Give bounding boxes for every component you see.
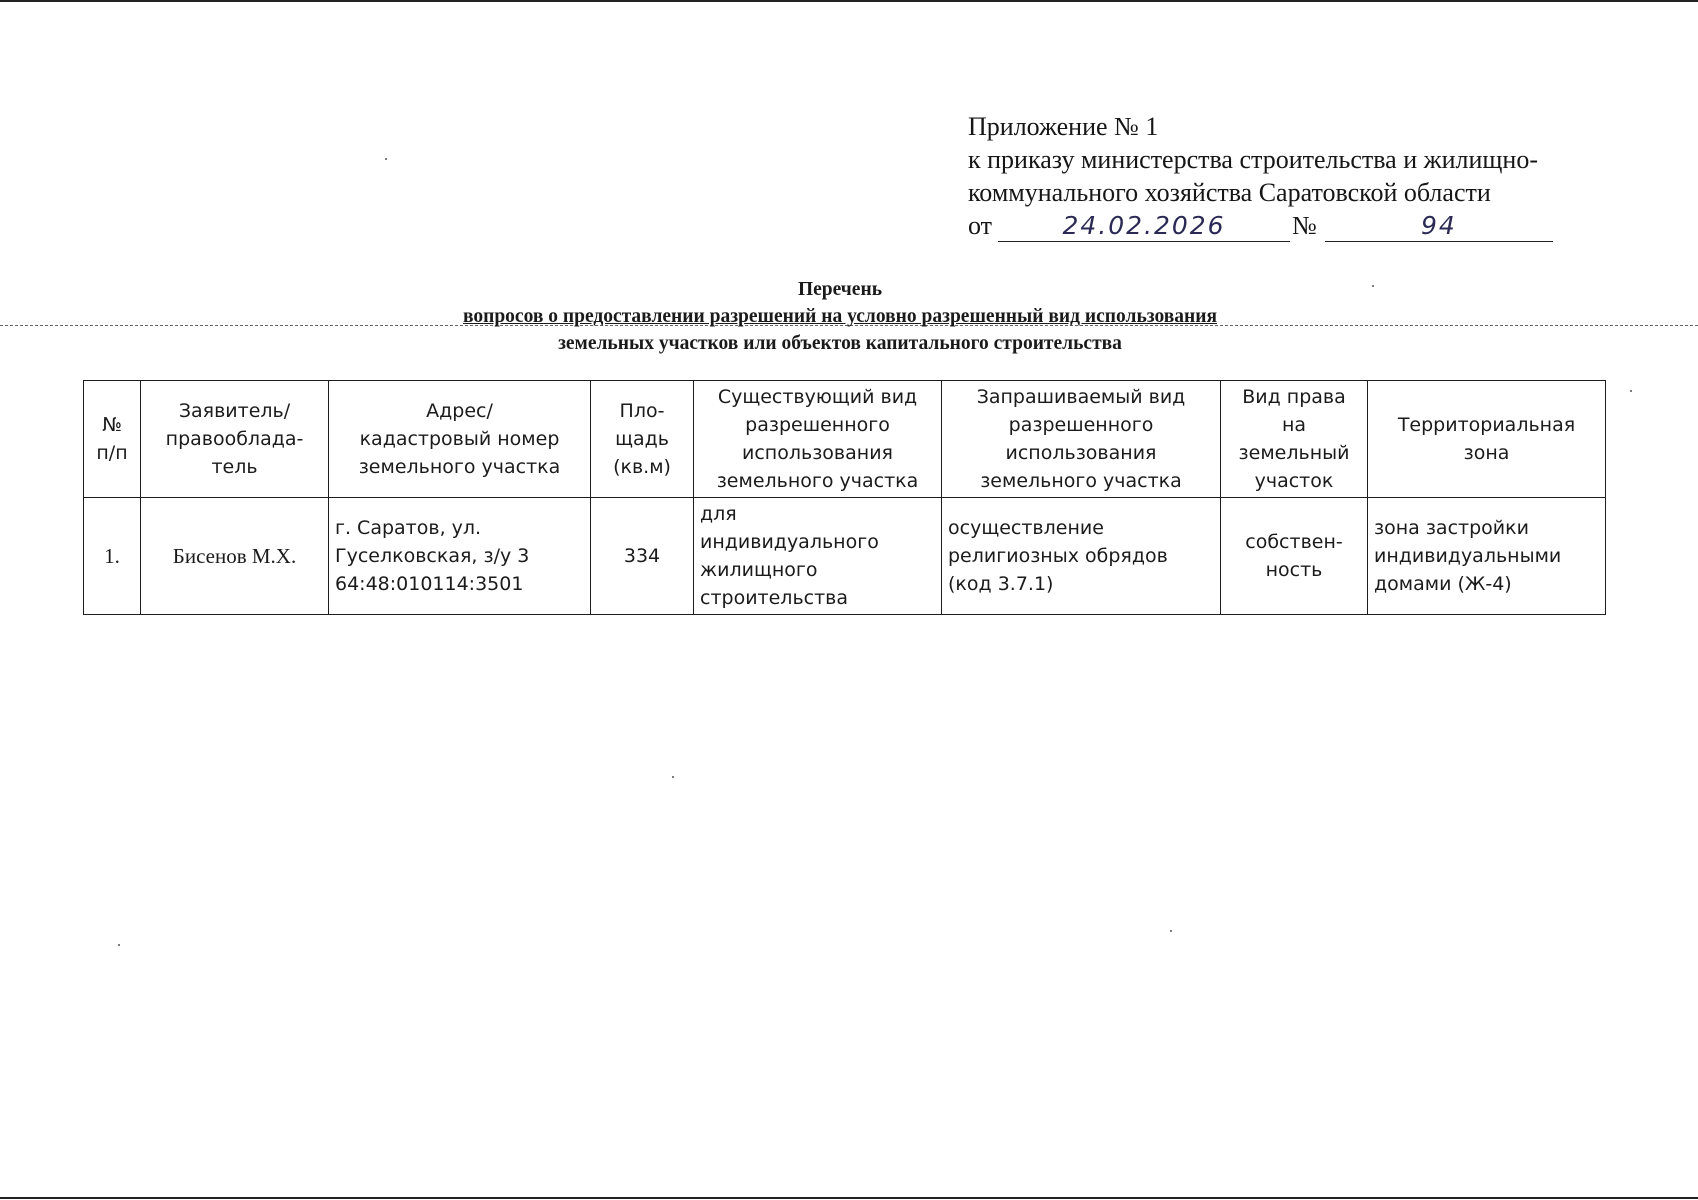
heading-line-1: Перечень — [797, 279, 883, 300]
date-field — [998, 213, 1290, 242]
cell-area: 334 — [591, 498, 694, 615]
number-label: № — [1292, 211, 1317, 240]
appendix-date-number-row — [968, 209, 1553, 242]
col-header-address: Адрес/ кадастровый номер земельного участка — [329, 381, 591, 498]
scan-speck — [1170, 930, 1172, 932]
cell-right-type: собствен- ность — [1221, 498, 1368, 615]
document-heading — [200, 276, 1480, 357]
heading-line-3: земельных участков или объектов капитального строительства — [558, 333, 1122, 354]
cell-zone: зона застройки индивидуальными домами (Ж-4) — [1368, 498, 1606, 615]
appendix-title: Приложение № 1 — [968, 112, 1159, 141]
scan-speck — [672, 776, 674, 778]
table-row — [84, 498, 1606, 615]
cell-number: 1. — [84, 498, 141, 615]
appendix-block — [968, 110, 1553, 242]
scan-edge-bottom — [0, 1197, 1698, 1199]
scan-speck — [118, 944, 120, 946]
number-field — [1325, 213, 1553, 242]
permits-table — [83, 380, 1606, 615]
scan-speck — [385, 158, 387, 160]
col-header-area: Пло- щадь (кв.м) — [591, 381, 694, 498]
date-prefix: от — [968, 211, 993, 240]
col-header-requested-use: Запрашиваемый вид разрешенного использования земельного участка — [942, 381, 1221, 498]
scan-edge-top — [0, 0, 1698, 2]
handwritten-date: 24.02.2026 — [1062, 211, 1226, 240]
table-header-row — [84, 381, 1606, 498]
col-header-existing-use: Существующий вид разрешенного использования земельного участка — [694, 381, 942, 498]
appendix-order-line-2: коммунального хозяйства Саратовской области — [968, 178, 1491, 207]
appendix-order-line-1: к приказу министерства строительства и жилищно- — [968, 145, 1538, 174]
cell-existing-use: для индивидуального жилищного строительства — [694, 498, 942, 615]
col-header-number: № п/п — [84, 381, 141, 498]
col-header-right-type: Вид права на земельный участок — [1221, 381, 1368, 498]
scan-speck — [1630, 390, 1632, 392]
heading-line-2: вопросов о предоставлении разрешений на условно разрешенный вид использования — [462, 306, 1218, 327]
col-header-zone: Территориальная зона — [1368, 381, 1606, 498]
cell-applicant: Бисенов М.Х. — [141, 498, 329, 615]
cell-address: г. Саратов, ул. Гуселковская, з/у 3 64:48:010114:3501 — [329, 498, 591, 615]
col-header-applicant: Заявитель/ правооблада- тель — [141, 381, 329, 498]
cell-requested-use: осуществление религиозных обрядов (код 3.7.1) — [942, 498, 1221, 615]
handwritten-number: 94 — [1420, 211, 1457, 240]
